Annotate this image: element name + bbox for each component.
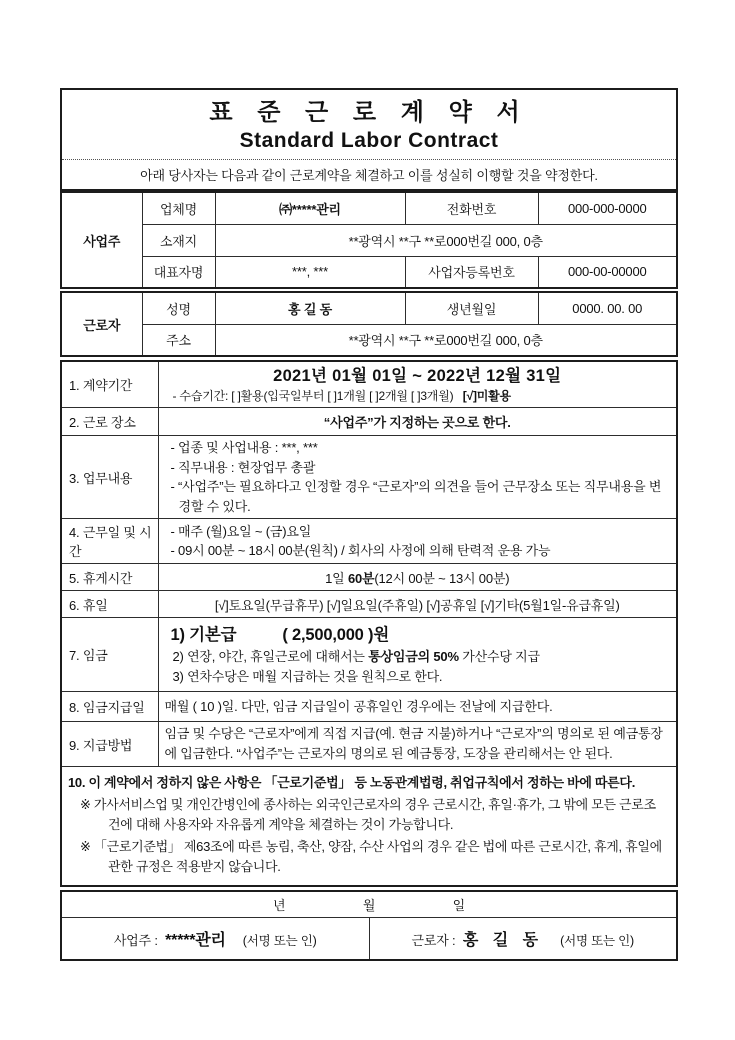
section9-label: 9. 지급방법 [61, 722, 158, 767]
section7-label: 7. 임금 [61, 618, 158, 692]
section-holidays [61, 591, 677, 618]
section-job-description [61, 436, 677, 519]
job-change-line: - “사업주”는 필요하다고 인정할 경우 “근로자”의 의견을 들어 근무장소 또는 직무내용을 변경할 수 있다. [170, 479, 662, 514]
date-year-label: 년 [273, 897, 286, 913]
worker-address-label: 주소 [142, 324, 215, 356]
employer-signature-prefix: 사업주 : [113, 932, 162, 948]
worker-row-address [61, 324, 677, 356]
date-month-label: 월 [362, 897, 376, 913]
employer-signature-cell [61, 917, 369, 960]
other-provisions-content [61, 767, 677, 887]
section3-label: 3. 업무내용 [61, 436, 158, 519]
section6-label: 6. 휴일 [61, 591, 158, 618]
work-days-line: - 매주 (월)요일 ~ (금)요일 [170, 523, 312, 539]
worker-role-label: 근로자 [61, 292, 142, 356]
section-contract-period [61, 361, 677, 408]
section-other-provisions [61, 767, 677, 887]
job-description-content [158, 436, 677, 519]
employer-ceo-value: ***, *** [215, 256, 405, 288]
probation-options: - 수습기간: [ ]활용(입국일부터 [ ]1개월 [ ]2개월 [ ]3개월) [172, 389, 454, 403]
rest-time-prefix: 1일 [325, 570, 348, 586]
job-industry-line: - 업종 및 사업내용 : ***, *** [170, 440, 318, 455]
date-row [61, 891, 677, 917]
section-payday [61, 692, 677, 722]
work-hours-content [158, 519, 677, 564]
section1-content [158, 361, 677, 408]
document-title-english: Standard Labor Contract [239, 129, 499, 152]
contract-document [60, 88, 678, 961]
section8-label: 8. 임금지급일 [61, 692, 158, 722]
signature-table [60, 890, 678, 961]
work-place-value: “사업주”가 지정하는 곳으로 한다. [158, 408, 677, 436]
contract-terms-table [60, 360, 678, 887]
employer-company-value: ㈜*****관리 [215, 192, 405, 224]
annual-allowance-line: 3) 연차수당은 매월 지급하는 것을 원칙으로 한다. [172, 668, 443, 684]
worker-signature-note: (서명 또는 인) [560, 933, 634, 948]
probation-line [165, 388, 671, 405]
preamble-statement: 아래 당사자는 다음과 같이 근로계약을 체결하고 이를 성실히 이행할 것을 약정한다. [62, 159, 676, 189]
employer-regno-value: 000-00-00000 [538, 256, 677, 288]
title-box [60, 88, 678, 191]
employer-role-label: 사업주 [61, 192, 142, 288]
section5-label: 5. 휴게시간 [61, 564, 158, 591]
overtime-wage-line [165, 647, 671, 667]
date-day-label: 일 [452, 897, 465, 913]
rest-time-range: (12시 00분 ~ 13시 00분) [374, 570, 510, 586]
worker-address-value: **광역시 **구 **로000번길 000, 0층 [215, 324, 677, 356]
other-provisions-heading: 10. 이 계약에서 정하지 않은 사항은 「근로기준법」 등 노동관계법령, 취업규칙에서 정하는 바에 따른다. [68, 775, 636, 790]
worker-birth-value: 0000. 00. 00 [538, 292, 677, 324]
holidays-value: [√]토요일(무급휴무) [√]일요일(주휴일) [√]공휴일 [√]기타(5월1일-유급휴일) [158, 591, 677, 618]
employer-signature-name: *****관리 [165, 931, 226, 949]
worker-signature-prefix: 근로자 : [411, 932, 459, 948]
worker-name-value: 홍 길 동 [215, 292, 405, 324]
section1-label: 1. 계약기간 [61, 361, 158, 408]
employer-ceo-label: 대표자명 [142, 256, 215, 288]
signing-date-line [61, 891, 677, 917]
employer-signature-note: (서명 또는 인) [242, 933, 317, 948]
section-payment-method [61, 722, 677, 767]
signature-row [61, 917, 677, 960]
employer-company-label: 업체명 [142, 192, 215, 224]
contract-period-value: 2021년 01월 01일 ~ 2022년 12월 31일 [273, 367, 562, 385]
employer-phone-label: 전화번호 [405, 192, 538, 224]
section-work-place [61, 408, 677, 436]
base-wage-line [165, 623, 671, 647]
worker-signature-cell [369, 917, 677, 960]
worker-table [60, 291, 678, 357]
section2-label: 2. 근로 장소 [61, 408, 158, 436]
employer-row-address [61, 224, 677, 256]
section-work-hours [61, 519, 677, 564]
employer-address-value: **광역시 **구 **로000번길 000, 0층 [215, 224, 677, 256]
worker-row-name [61, 292, 677, 324]
title-area [62, 90, 676, 159]
foreign-worker-note: ※ 가사서비스업 및 개인간병인에 종사하는 외국인근로자의 경우 근로시간, 휴일·휴가, 그 밖에 모든 근로조건에 대해 사용자와 자유롭게 계약을 체결하는 것이 가능합니다. [80, 797, 656, 832]
overtime-wage-rate: 통상임금의 50% [368, 649, 459, 664]
worker-name-label: 성명 [142, 292, 215, 324]
section-wages [61, 618, 677, 692]
employer-table [60, 191, 678, 289]
job-duty-line: - 직무내용 : 현장업무 총괄 [170, 459, 316, 475]
base-wage-amount: ( 2,500,000 )원 [282, 626, 390, 644]
employer-address-label: 소재지 [142, 224, 215, 256]
payday-value: 매월 ( 10 )일. 다만, 임금 지급일이 공휴일인 경우에는 전날에 지급한다. [158, 692, 677, 722]
document-title-korean: 표 준 근 로 계 약 서 [209, 99, 529, 126]
employer-row-company [61, 192, 677, 224]
work-time-line: - 09시 00분 ~ 18시 00분(원칙) / 회사의 사정에 의해 탄력적 운용 가능 [170, 543, 551, 558]
base-wage-title: 1) 기본급 [170, 626, 237, 644]
overtime-wage-prefix: 2) 연장, 야간, 휴일근로에 대해서는 [172, 649, 369, 664]
employer-phone-value: 000-000-0000 [538, 192, 677, 224]
section-rest-time [61, 564, 677, 591]
payment-method-value: 임금 및 수당은 “근로자”에게 직접 지급(예. 현금 지불)하거나 “근로자”의 명의로 된 예금통장에 입금한다. “사업주”는 근로자의 명의로 된 예금통장, 도장을 관리해서는 안 된다. [158, 722, 677, 767]
section4-label: 4. 근무일 및 시간 [61, 519, 158, 564]
worker-birth-label: 생년월일 [405, 292, 538, 324]
rest-time-value [158, 564, 677, 591]
probation-unused-checkbox: [√]미활용 [462, 389, 511, 403]
article63-note: ※ 「근로기준법」 제63조에 따른 농림, 축산, 양잠, 수산 사업의 경우 같은 법에 따른 근로시간, 휴게, 휴일에 관한 규정은 적용받지 않습니다. [80, 839, 662, 874]
overtime-wage-suffix: 가산수당 지급 [458, 649, 540, 664]
worker-signature-name: 홍 길 동 [462, 931, 544, 949]
employer-row-ceo [61, 256, 677, 288]
rest-time-minutes: 60분 [347, 570, 375, 586]
wages-content [158, 618, 677, 692]
employer-regno-label: 사업자등록번호 [405, 256, 538, 288]
